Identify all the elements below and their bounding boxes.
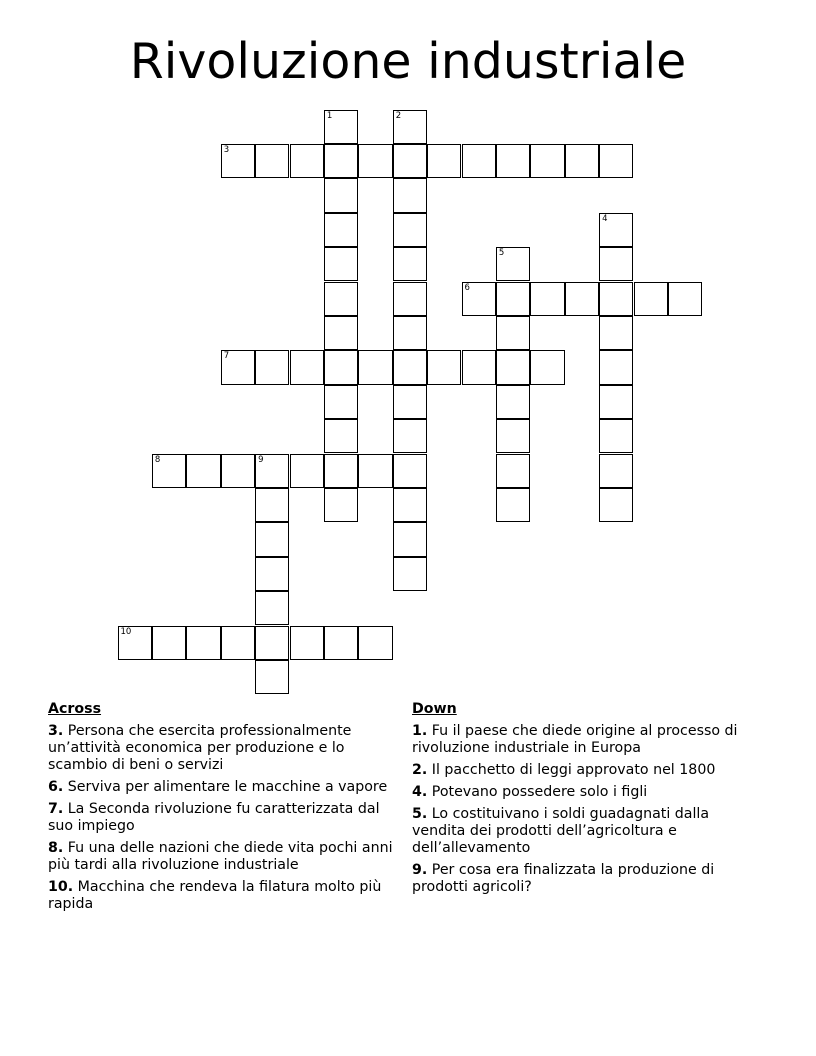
crossword-cell[interactable] <box>462 350 496 384</box>
crossword-cell[interactable] <box>255 144 289 178</box>
crossword-cell[interactable] <box>324 626 358 660</box>
crossword-cell[interactable] <box>599 316 633 350</box>
down-clue <box>412 784 764 801</box>
crossword-cell[interactable] <box>255 522 289 556</box>
crossword-cell[interactable] <box>290 144 324 178</box>
crossword-cell[interactable] <box>496 385 530 419</box>
crossword-cell[interactable] <box>255 488 289 522</box>
crossword-cell[interactable] <box>393 247 427 281</box>
clue-number: 7 <box>223 351 230 362</box>
crossword-cell[interactable] <box>393 557 427 591</box>
crossword-cell[interactable] <box>599 350 633 384</box>
page-title: Rivoluzione industriale <box>129 33 687 90</box>
clue-number: 3 <box>223 144 230 155</box>
crossword-cell[interactable] <box>255 626 289 660</box>
crossword-cell[interactable] <box>324 419 358 453</box>
clue-text: Potevano possedere solo i figli <box>427 784 648 800</box>
crossword-cell[interactable] <box>255 557 289 591</box>
crossword-cell[interactable] <box>496 350 530 384</box>
crossword-cell[interactable] <box>290 454 324 488</box>
clue-number-label: 8. <box>48 840 64 856</box>
crossword-cell[interactable] <box>186 626 220 660</box>
crossword-cell[interactable] <box>393 385 427 419</box>
down-clue <box>412 862 764 896</box>
crossword-cell[interactable] <box>599 144 633 178</box>
crossword-cell[interactable] <box>255 591 289 625</box>
crossword-cell[interactable] <box>324 454 358 488</box>
crossword-cell[interactable] <box>496 454 530 488</box>
crossword-cell[interactable] <box>186 454 220 488</box>
clue-number-label: 5. <box>412 806 428 822</box>
crossword-cell[interactable] <box>324 213 358 247</box>
crossword-cell[interactable] <box>393 178 427 212</box>
crossword-cell[interactable] <box>599 488 633 522</box>
crossword-cell[interactable] <box>324 110 358 144</box>
crossword-cell[interactable] <box>221 144 255 178</box>
down-clue <box>412 723 764 757</box>
crossword-cell[interactable] <box>496 488 530 522</box>
crossword-cell[interactable] <box>290 350 324 384</box>
crossword-cell[interactable] <box>599 454 633 488</box>
across-clue <box>48 723 398 774</box>
clue-number: 9 <box>258 454 264 465</box>
crossword-cell[interactable] <box>393 488 427 522</box>
crossword-cell[interactable] <box>290 626 324 660</box>
crossword-cell[interactable] <box>324 247 358 281</box>
clue-number-label: 6. <box>48 779 64 795</box>
crossword-cell[interactable] <box>530 350 564 384</box>
clue-number: 6 <box>464 282 470 293</box>
clue-number: 4 <box>602 213 608 224</box>
crossword-cell[interactable] <box>324 282 358 316</box>
across-clue <box>48 840 398 874</box>
crossword-cell[interactable] <box>393 144 427 178</box>
across-clue <box>48 879 398 913</box>
crossword-cell[interactable] <box>393 213 427 247</box>
crossword-cell[interactable] <box>221 454 255 488</box>
crossword-cell[interactable] <box>462 282 496 316</box>
crossword-cell[interactable] <box>668 282 702 316</box>
crossword-cell[interactable] <box>324 178 358 212</box>
crossword-cell[interactable] <box>599 213 633 247</box>
crossword-cell[interactable] <box>427 350 461 384</box>
clue-number-label: 9. <box>412 862 428 878</box>
across-clue-list <box>48 723 398 913</box>
down-clue <box>412 806 764 857</box>
crossword-cell[interactable] <box>393 282 427 316</box>
crossword-cell[interactable] <box>324 316 358 350</box>
clue-text: Fu il paese che diede origine al processo di rivoluzione industriale in Europa <box>412 723 738 756</box>
crossword-cell[interactable] <box>565 144 599 178</box>
crossword-cell[interactable] <box>634 282 668 316</box>
clue-number-label: 10. <box>48 879 74 895</box>
crossword-cell[interactable] <box>599 419 633 453</box>
clue-text: Macchina che rendeva la filatura molto più rapida <box>48 879 382 912</box>
crossword-cell[interactable] <box>324 350 358 384</box>
crossword-cell[interactable] <box>118 626 152 660</box>
crossword-cell[interactable] <box>393 350 427 384</box>
across-clues <box>48 701 398 918</box>
crossword-cell[interactable] <box>393 522 427 556</box>
crossword-cell[interactable] <box>255 660 289 694</box>
crossword-cell[interactable] <box>255 454 289 488</box>
clue-number-label: 2. <box>412 762 428 778</box>
crossword-cell[interactable] <box>393 454 427 488</box>
crossword-cell[interactable] <box>255 350 289 384</box>
crossword-cell[interactable] <box>427 144 461 178</box>
clue-number-label: 3. <box>48 723 64 739</box>
clue-text: Persona che esercita professionalmente un’attività economica per produzione e lo scambio di beni o servizi <box>48 723 352 773</box>
crossword-cell[interactable] <box>358 454 392 488</box>
crossword-cell[interactable] <box>324 144 358 178</box>
crossword-cell[interactable] <box>152 626 186 660</box>
clue-number: 2 <box>395 110 402 121</box>
across-clue <box>48 779 398 796</box>
clue-number-label: 7. <box>48 801 64 817</box>
crossword-cell[interactable] <box>496 282 530 316</box>
clue-number: 8 <box>154 454 161 465</box>
crossword-cell[interactable] <box>565 282 599 316</box>
down-clues <box>412 701 764 901</box>
down-heading: Down <box>412 701 457 717</box>
clue-number-label: 1. <box>412 723 428 739</box>
crossword-cell[interactable] <box>496 419 530 453</box>
across-heading: Across <box>48 701 102 717</box>
crossword-cell[interactable] <box>152 454 186 488</box>
crossword-cell[interactable] <box>599 282 633 316</box>
crossword-cell[interactable] <box>324 488 358 522</box>
clue-number: 1 <box>326 110 333 121</box>
crossword-cell[interactable] <box>599 385 633 419</box>
crossword-cell[interactable] <box>393 419 427 453</box>
crossword-cell[interactable] <box>393 316 427 350</box>
crossword-cell[interactable] <box>393 110 427 144</box>
crossword-cell[interactable] <box>221 350 255 384</box>
clue-text: Fu una delle nazioni che diede vita pochi anni più tardi alla rivoluzione industriale <box>48 840 393 873</box>
crossword-cell[interactable] <box>358 350 392 384</box>
across-clue <box>48 801 398 835</box>
crossword-cell[interactable] <box>530 282 564 316</box>
clue-text: Serviva per alimentare le macchine a vapore <box>63 779 388 795</box>
clue-text: Per cosa era finalizzata la produzione di prodotti agricoli? <box>412 862 715 895</box>
crossword-cell[interactable] <box>599 247 633 281</box>
crossword-cell[interactable] <box>324 385 358 419</box>
down-clue-list <box>412 723 764 896</box>
clue-text: Lo costituivano i soldi guadagnati dalla vendita dei prodotti dell’agricoltura e dell’allevamento <box>412 806 710 856</box>
crossword-cell[interactable] <box>221 626 255 660</box>
clue-text: Il pacchetto di leggi approvato nel 1800 <box>427 762 716 778</box>
clue-number-label: 4. <box>412 784 428 800</box>
clue-number: 10 <box>120 626 132 637</box>
crossword-cell[interactable] <box>462 144 496 178</box>
crossword-cell[interactable] <box>358 626 392 660</box>
clue-text: La Seconda rivoluzione fu caratterizzata dal suo impiego <box>48 801 380 834</box>
down-clue <box>412 762 764 779</box>
crossword-cell[interactable] <box>496 144 530 178</box>
crossword-cell[interactable] <box>530 144 564 178</box>
crossword-cell[interactable] <box>496 247 530 281</box>
clue-number: 5 <box>498 248 505 259</box>
crossword-cell[interactable] <box>358 144 392 178</box>
crossword-cell[interactable] <box>496 316 530 350</box>
